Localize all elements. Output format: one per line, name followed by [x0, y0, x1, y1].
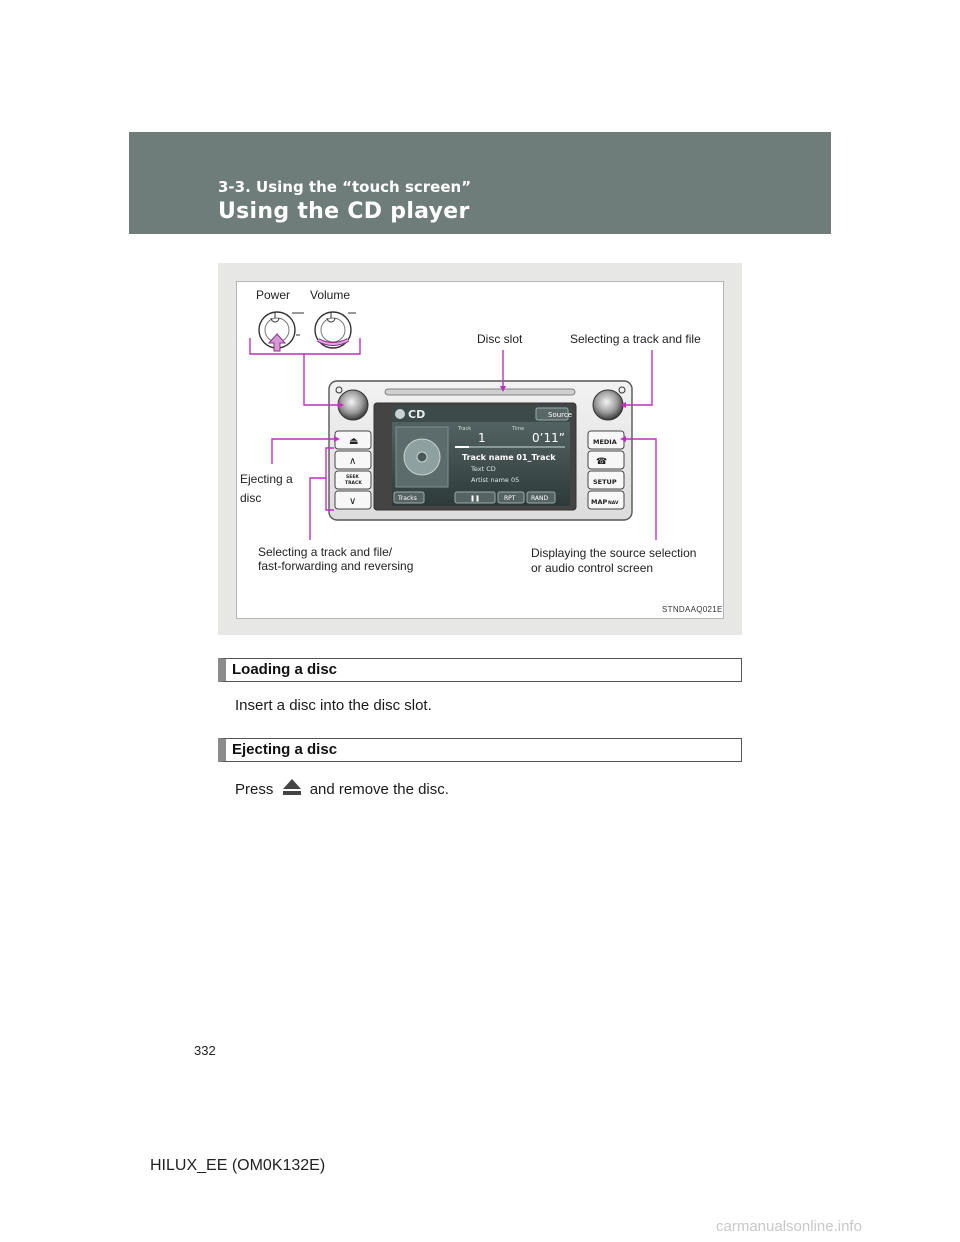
seek-label-1: SEEK: [346, 475, 359, 480]
label-source-line2: or audio control screen: [531, 561, 654, 575]
phone-button-icon: ☎: [596, 457, 608, 467]
eject-icon: [281, 777, 303, 797]
heading-loading-disc-text: Loading a disc: [232, 661, 338, 678]
label-source-line1: Displaying the source selection: [531, 546, 697, 560]
label-seek-line1: Selecting a track and file/: [258, 545, 393, 559]
disc-icon: [395, 409, 405, 419]
label-eject-line2: disc: [240, 491, 262, 505]
seek-label-2: TRACK: [345, 481, 362, 486]
track-down-glyph: ∨: [349, 496, 357, 507]
heading-ejecting-disc: [218, 738, 742, 762]
label-seek-line2: fast-forwarding and reversing: [258, 559, 414, 573]
screen-rpt-button: RPT: [504, 495, 516, 502]
track-up-glyph: ∧: [349, 456, 357, 467]
screen-source-button: Source: [548, 411, 573, 419]
screen-artist: Artist name 05: [471, 476, 520, 484]
map-button-label: MAP: [591, 498, 608, 506]
ejecting-disc-text: [235, 777, 449, 798]
page-number: 332: [194, 1043, 216, 1058]
watermark: carmanualsonline.info: [716, 1218, 862, 1235]
label-disc-slot: Disc slot: [477, 332, 523, 346]
eject-button-glyph: ⏏: [349, 436, 359, 447]
figure-code: STNDAAQ021E: [662, 605, 723, 614]
label-eject-line1: Ejecting a: [240, 472, 293, 486]
power-knob-inset: [250, 306, 308, 354]
label-power: Power: [256, 288, 291, 302]
label-select-track-file: Selecting a track and file: [570, 332, 701, 346]
setup-button-label: SETUP: [593, 478, 617, 486]
loading-disc-text: Insert a disc into the disc slot.: [235, 697, 432, 714]
footer-code: HILUX_EE (OM0K132E): [150, 1157, 326, 1174]
screen-track-number: 1: [478, 431, 486, 445]
page-title: Using the CD player: [218, 199, 470, 224]
label-volume: Volume: [310, 288, 351, 302]
screen-rand-button: RAND: [531, 495, 549, 502]
screen-track-name: Track name 01_Track: [462, 453, 556, 462]
screen-pause-button: ❚❚: [470, 495, 481, 502]
ejecting-text-before: Press: [235, 781, 274, 798]
media-button-label: MEDIA: [593, 438, 617, 446]
screen-time: 0’11”: [532, 431, 565, 445]
screen-text-cd: Text CD: [471, 465, 496, 473]
screen-time-header: Time: [512, 426, 525, 432]
ejecting-text-after: and remove the disc.: [309, 781, 449, 798]
volume-knob-inset: [315, 312, 356, 348]
screen-track-header: Track: [458, 426, 472, 432]
screen-source-label: CD: [408, 408, 426, 421]
screen-tracks-button: Tracks: [398, 495, 417, 502]
nav-button-label: NAV: [608, 501, 619, 506]
heading-ejecting-disc-text: Ejecting a disc: [232, 741, 338, 758]
section-label: 3-3. Using the “touch screen”: [218, 178, 472, 196]
heading-loading-disc: [218, 658, 742, 682]
